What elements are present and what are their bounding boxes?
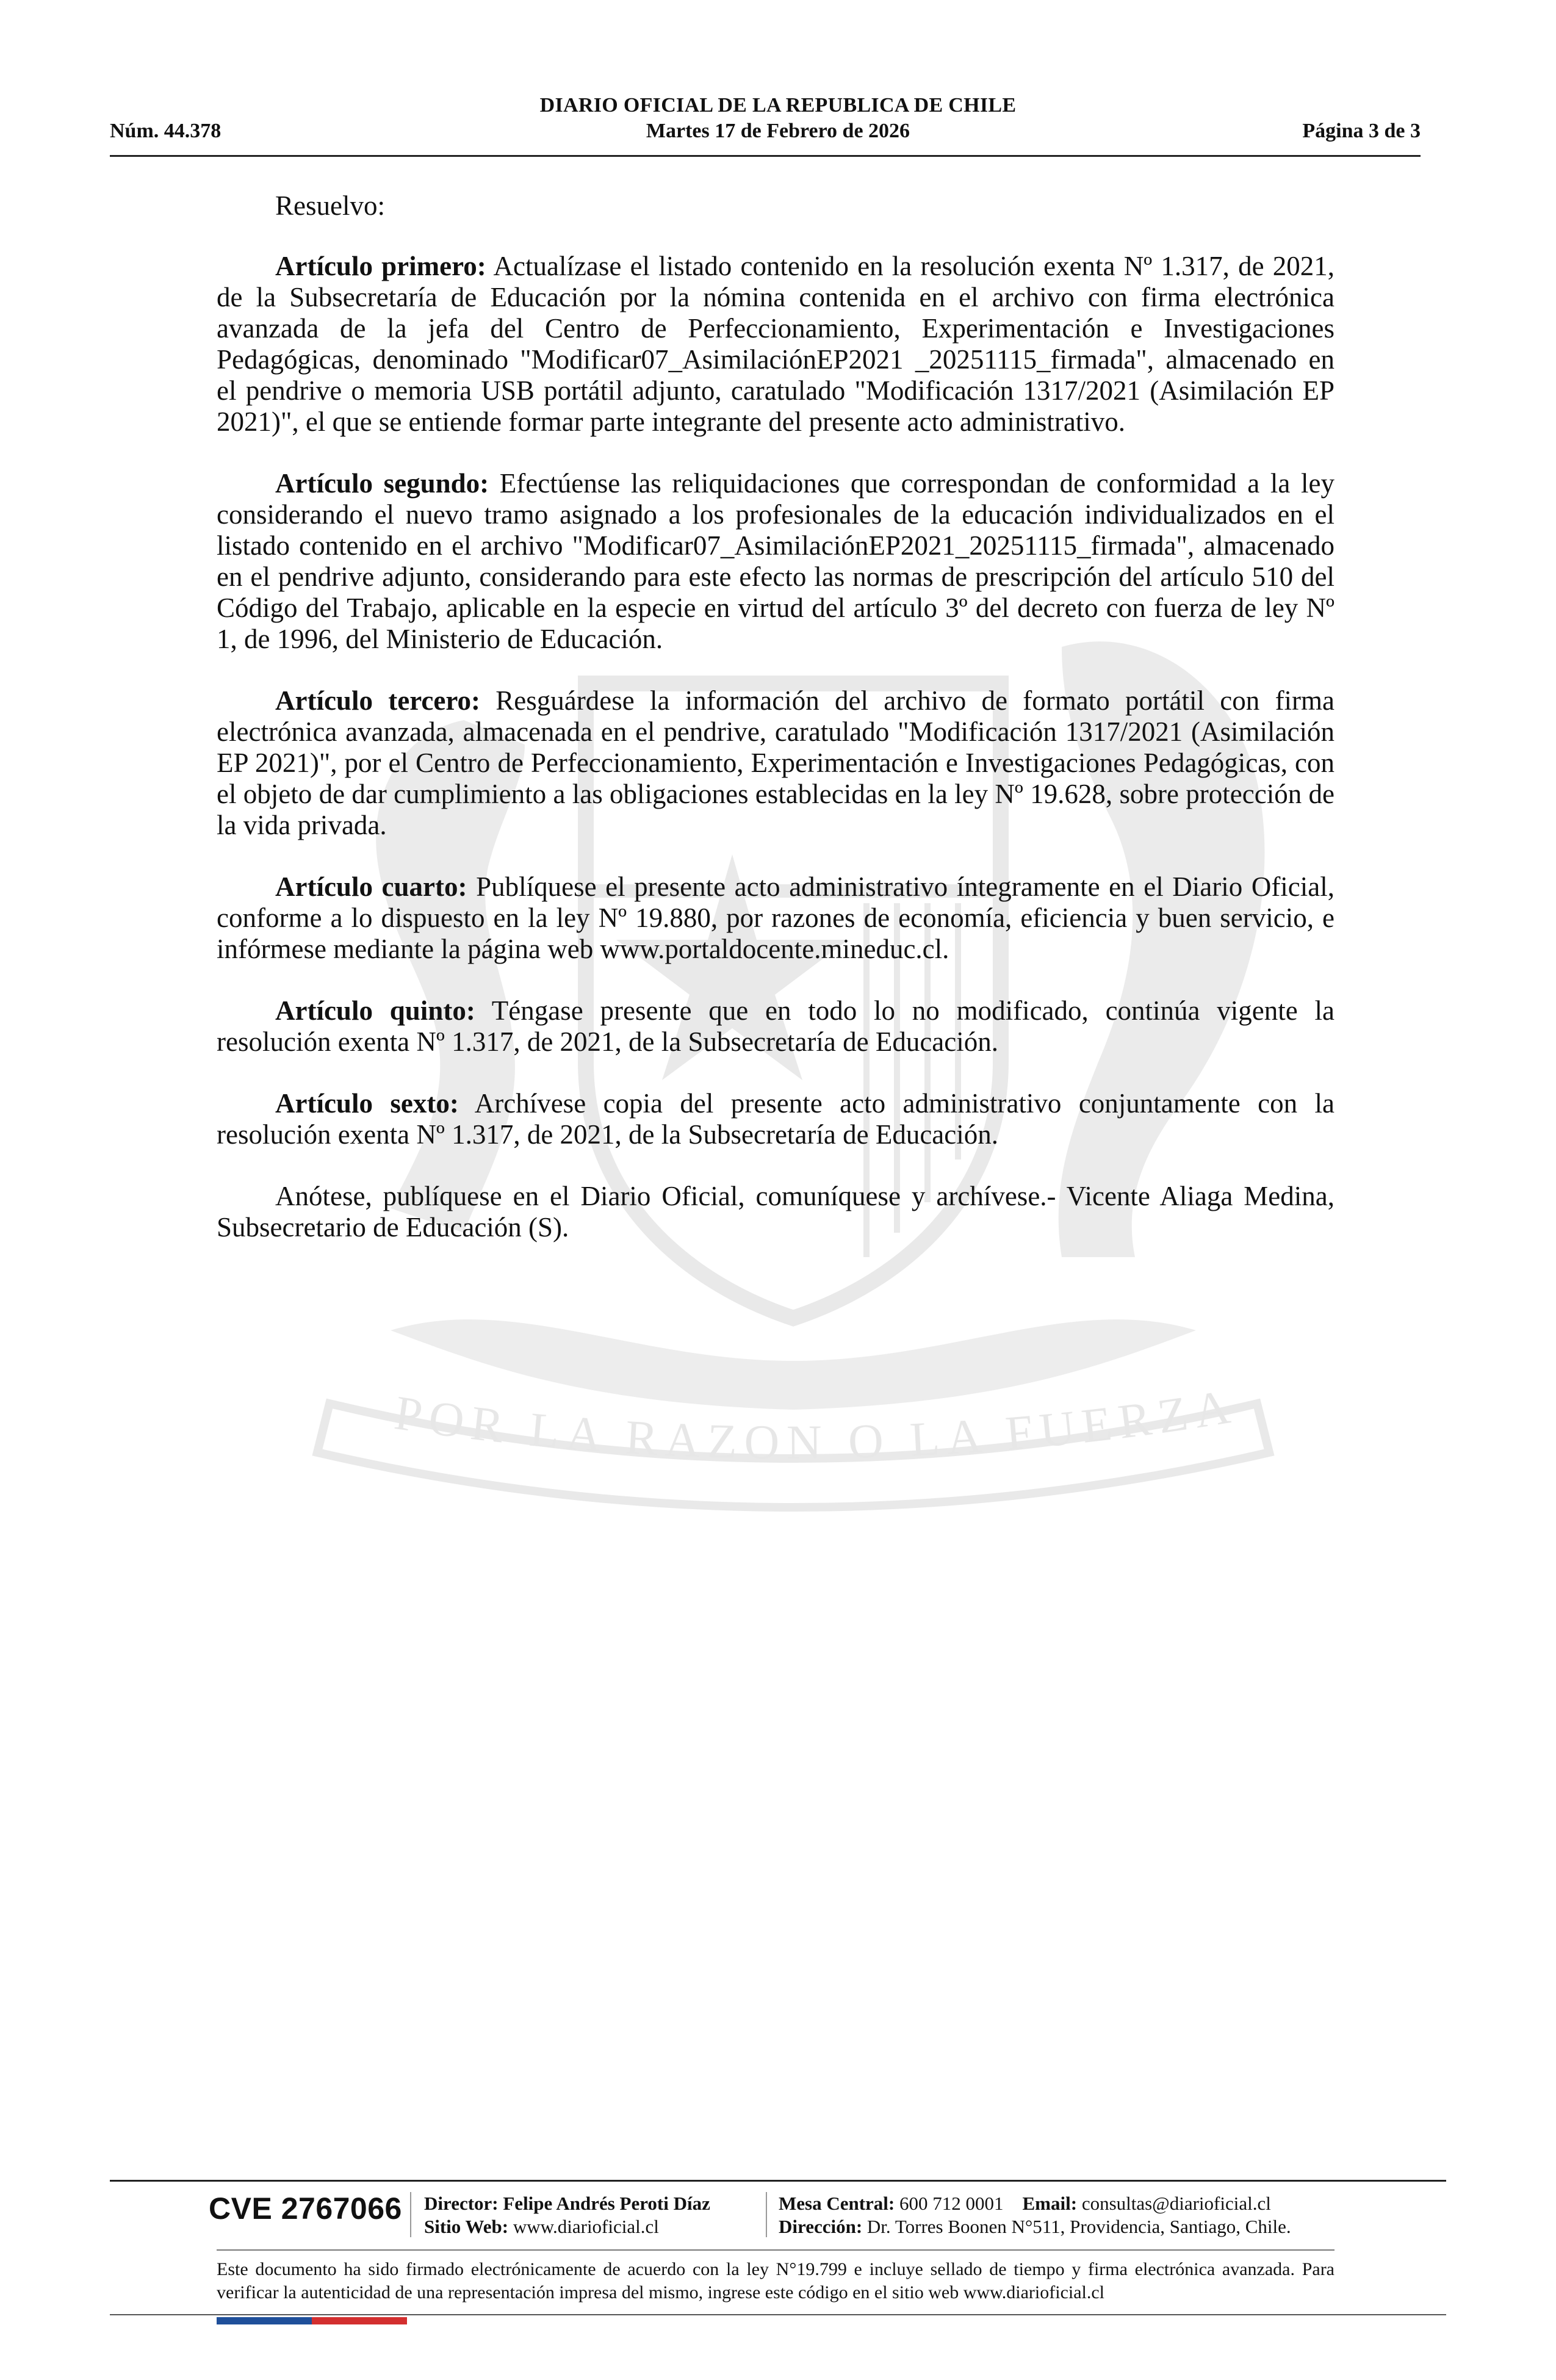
footer-contact-block: Mesa Central: 600 712 0001 Email: consultas@diarioficial.cl Dirección: Dr. Torres Boonen N°511, Providencia, Santiago, Chile. (779, 2193, 1291, 2237)
article-paragraph (217, 251, 1334, 438)
article-text: Resguárdese la información del archivo de formato portátil con firma electrónica avanzada, almacenada en el pendrive, caratulado "Modificación 1317/2021 (Asimilación EP 2021)", por el Centro de Perfeccionamiento, Experimentación e Investigaciones Pedagógicas, con el objeto de dar cumplimiento a las obligaciones establecidas en la ley Nº 19.628, sobre protección de la vida privada. (217, 685, 1335, 840)
footer-bottom-rule (110, 2314, 1446, 2315)
article-text: Actualízase el listado contenido en la resolución exenta Nº 1.317, de 2021, de la Subsecretaría de Educación por la nómina contenida en el archivo con firma electrónica avanzada de la jefa del Centro de Perfeccionamiento, Experimentación e Investigaciones Pedagógicas, denominado "Modificar07_AsimilaciónEP2021 _20251115_firmada", almacenado en el pendrive o memoria USB portátil adjunto, caratulado "Modificación 1317/2021 (Asimilación EP 2021)", el que se entiende formar parte integrante del presente acto administrativo. (217, 251, 1334, 437)
phone-number: 600 712 0001 (899, 2193, 1004, 2214)
footer-divider (766, 2192, 767, 2237)
cve-code: CVE 2767066 (209, 2191, 402, 2226)
newspaper-title: DIARIO OFICIAL DE LA REPUBLICA DE CHILE (539, 94, 1017, 117)
article-paragraph (217, 995, 1334, 1058)
article-paragraph (217, 468, 1334, 655)
article-text: Archívese copia del presente acto administrativo conjuntamente con la resolución exenta Nº 1.317, de 2021, de la Subsecretaría de Educación. (217, 1088, 1334, 1150)
motto-text: POR LA RAZON O LA FUERZA (391, 1379, 1241, 1470)
footer-director-block: Director: Felipe Andrés Peroti Díaz Sitio Web: www.diarioficial.cl (424, 2193, 710, 2237)
footer-mid-rule (217, 2249, 1334, 2251)
site-link[interactable]: www.diarioficial.cl (513, 2216, 659, 2237)
article-label: Artículo tercero: (275, 685, 480, 716)
article-paragraph (217, 685, 1334, 841)
article-text: Publíquese el presente acto administrativo íntegramente en el Diario Oficial, conforme a lo dispuesto en la ley Nº 19.880, por razones de economía, eficiencia y buen servicio, e infórmese mediante la página web www.portaldocente.mineduc.cl. (217, 871, 1335, 964)
article-paragraph (217, 871, 1334, 965)
article-text: Efectúense las reliquidaciones que correspondan de conformidad a la ley considerando el nuevo tramo asignado a los profesionales de la educación individualizados en el listado contenido en el archivo "Modificar07_AsimilaciónEP2021_20251115_firmada", almacenado en el pendrive adjunto, considerando para este efecto las normas de prescripción del artículo 510 del Código del Trabajo, aplicable en la especie en virtud del artículo 3º del decreto con fuerza de ley Nº 1, de 1996, del Ministerio de Educación. (217, 468, 1334, 654)
issue-date: Martes 17 de Febrero de 2026 (646, 120, 910, 142)
article-text: Téngase presente que en todo lo no modificado, continúa vigente la resolución exenta Nº 1.317, de 2021, de la Subsecretaría de Educación. (217, 995, 1335, 1057)
article-paragraph (217, 1088, 1334, 1150)
resuelvo-heading: Resuelvo: (275, 190, 385, 221)
flag-bar-red (312, 2317, 407, 2324)
issue-number: Núm. 44.378 (110, 120, 222, 142)
article-label: Artículo segundo: (275, 468, 489, 499)
document-body (217, 190, 1334, 1243)
header-divider (110, 155, 1421, 157)
footer-divider (410, 2192, 411, 2237)
article-label: Artículo primero: (275, 251, 486, 281)
flag-bar-blue (217, 2317, 312, 2324)
closing-paragraph: Anótese, publíquese en el Diario Oficial, comuníquese y archívese.- Vicente Aliaga Medina, Subsecretario de Educación (S). (217, 1181, 1334, 1242)
footer-top-rule (110, 2180, 1446, 2182)
footer-legal-notice: Este documento ha sido firmado electrónicamente de acuerdo con la ley N°19.799 e incluye sellado de tiempo y firma electrónica avanzada. Para verificar la autenticidad de una representación impresa del mismo, ingrese este código en el sitio web www.diarioficial.cl (217, 2259, 1334, 2302)
article-label: Artículo cuarto: (275, 871, 467, 902)
address-text: Dr. Torres Boonen N°511, Providencia, Santiago, Chile. (866, 2216, 1291, 2237)
email-link[interactable]: consultas@diarioficial.cl (1081, 2193, 1271, 2214)
director-name: Felipe Andrés Peroti Díaz (503, 2193, 710, 2214)
page-indicator: Página 3 de 3 (1302, 120, 1421, 142)
article-label: Artículo quinto: (275, 995, 475, 1026)
article-label: Artículo sexto: (275, 1088, 459, 1119)
